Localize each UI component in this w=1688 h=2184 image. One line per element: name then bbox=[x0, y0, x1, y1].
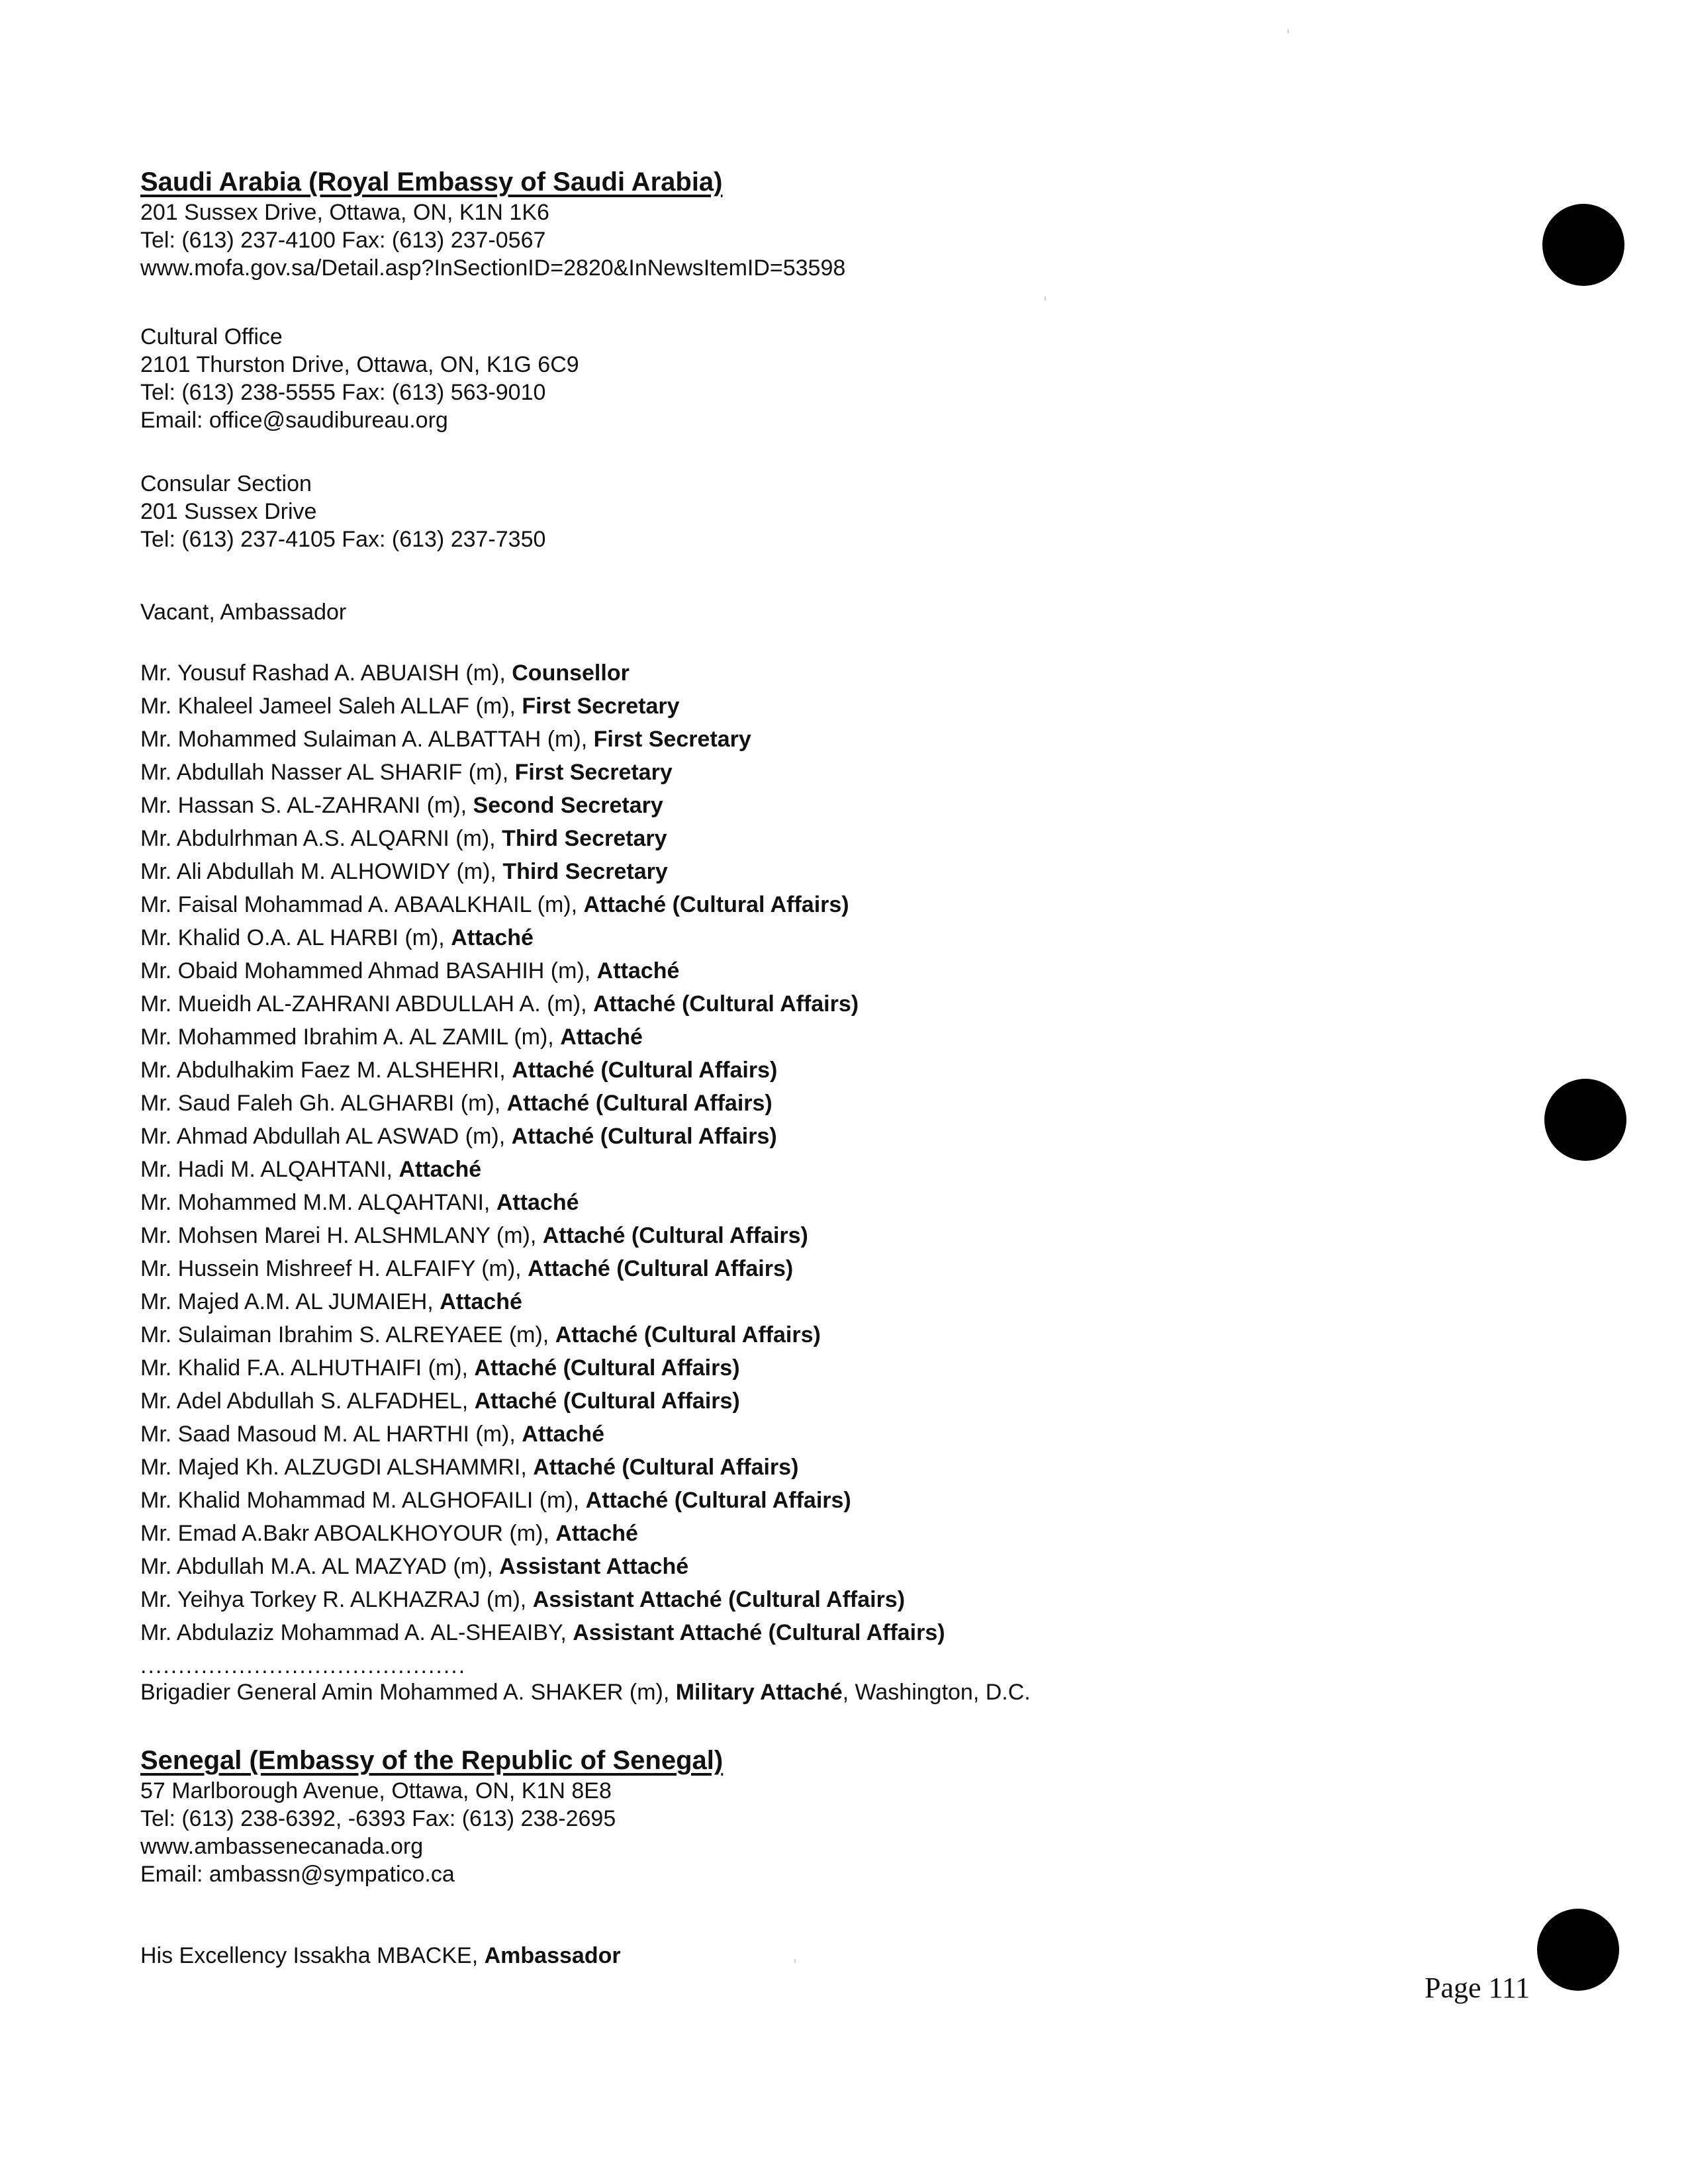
staff-title: First Secretary bbox=[514, 760, 673, 785]
staff-row bbox=[140, 888, 1398, 921]
staff-title: Attaché bbox=[596, 958, 680, 983]
staff-name: Mr. Adel Abdullah S. ALFADHEL, bbox=[140, 1388, 475, 1414]
staff-name: Mr. Saud Faleh Gh. ALGHARBI (m), bbox=[140, 1091, 507, 1116]
senegal-tel: Tel: (613) 238-6392, -6393 Fax: (613) 238-2695 bbox=[140, 1806, 616, 1831]
staff-title: Attaché (Cultural Affairs) bbox=[555, 1322, 821, 1347]
staff-name: Mr. Khaleel Jameel Saleh ALLAF (m), bbox=[140, 694, 522, 719]
staff-name: Mr. Ali Abdullah M. ALHOWIDY (m), bbox=[140, 859, 503, 884]
staff-row bbox=[140, 1054, 1398, 1087]
staff-title: Counsellor bbox=[512, 660, 630, 686]
cultural-tel: Tel: (613) 238-5555 Fax: (613) 563-9010 bbox=[140, 380, 546, 405]
military-name: Brigadier General Amin Mohammed A. SHAKER (m), bbox=[140, 1680, 676, 1705]
scan-speck bbox=[1288, 29, 1289, 33]
staff-row bbox=[140, 1418, 1398, 1451]
separator-dots: ........................................... bbox=[140, 1653, 467, 1678]
staff-row bbox=[140, 1285, 1398, 1318]
staff-title: Attaché bbox=[555, 1521, 638, 1546]
staff-row bbox=[140, 987, 1398, 1021]
staff-name: Mr. Obaid Mohammed Ahmad BASAHIH (m), bbox=[140, 958, 597, 983]
staff-name: Mr. Yeihya Torkey R. ALKHAZRAJ (m), bbox=[140, 1587, 533, 1612]
staff-row bbox=[140, 1318, 1398, 1351]
staff-name: Mr. Yousuf Rashad A. ABUAISH (m), bbox=[140, 660, 512, 686]
senegal-ambassador-title: Ambassador bbox=[484, 1943, 621, 1968]
staff-title: Third Secretary bbox=[502, 859, 668, 884]
staff-name: Mr. Sulaiman Ibrahim S. ALREYAEE (m), bbox=[140, 1322, 555, 1347]
military-title: Military Attaché bbox=[675, 1680, 843, 1705]
staff-row bbox=[140, 921, 1398, 954]
staff-name: Mr. Saad Masoud M. AL HARTHI (m), bbox=[140, 1422, 522, 1447]
staff-name: Mr. Mohammed Ibrahim A. AL ZAMIL (m), bbox=[140, 1024, 561, 1050]
staff-row bbox=[140, 1583, 1398, 1616]
staff-title: Attaché (Cultural Affairs) bbox=[528, 1256, 794, 1281]
saudi-section bbox=[140, 165, 1398, 282]
staff-name: Mr. Hussein Mishreef H. ALFAIFY (m), bbox=[140, 1256, 528, 1281]
staff-name: Mr. Khalid Mohammad M. ALGHOFAILI (m), bbox=[140, 1488, 586, 1513]
staff-row bbox=[140, 1550, 1398, 1583]
scan-speck bbox=[1045, 296, 1046, 300]
staff-row bbox=[140, 954, 1398, 987]
senegal-ambassador-line bbox=[140, 1939, 1398, 1972]
staff-title: Attaché bbox=[496, 1190, 579, 1215]
page-number: Page 111 bbox=[1425, 1972, 1530, 2004]
staff-row bbox=[140, 1351, 1398, 1385]
staff-name: Mr. Emad A.Bakr ABOALKHOYOUR (m), bbox=[140, 1521, 556, 1546]
saudi-web: www.mofa.gov.sa/Detail.asp?InSectionID=2820&InNewsItemID=53598 bbox=[140, 255, 846, 281]
saudi-consular-section bbox=[140, 470, 1398, 553]
staff-row bbox=[140, 723, 1398, 756]
consular-tel: Tel: (613) 237-4105 Fax: (613) 237-7350 bbox=[140, 527, 546, 552]
staff-row bbox=[140, 657, 1398, 690]
saudi-heading: Saudi Arabia (Royal Embassy of Saudi Arabia) bbox=[140, 167, 723, 197]
staff-title: Attaché bbox=[560, 1024, 643, 1050]
staff-row bbox=[140, 822, 1398, 855]
staff-title: Attaché (Cultural Affairs) bbox=[592, 991, 859, 1017]
staff-title: Attaché bbox=[522, 1422, 604, 1447]
staff-name: Mr. Abdulrhman A.S. ALQARNI (m), bbox=[140, 826, 502, 851]
scan-speck bbox=[794, 1959, 796, 1963]
staff-row bbox=[140, 1186, 1398, 1219]
staff-title: Attaché (Cultural Affairs) bbox=[474, 1388, 740, 1414]
staff-title: Attaché bbox=[440, 1289, 522, 1314]
consular-address: 201 Sussex Drive bbox=[140, 499, 317, 524]
staff-row bbox=[140, 1021, 1398, 1054]
staff-row bbox=[140, 1616, 1398, 1649]
staff-name: Mr. Faisal Mohammad A. ABAALKHAIL (m), bbox=[140, 892, 584, 917]
staff-name: Mr. Abdullah Nasser AL SHARIF (m), bbox=[140, 760, 515, 785]
cultural-title: Cultural Office bbox=[140, 324, 283, 349]
senegal-section bbox=[140, 1744, 1398, 1888]
ambassador-line: Vacant, Ambassador bbox=[140, 600, 347, 625]
staff-title: First Secretary bbox=[593, 727, 751, 752]
senegal-address: 57 Marlborough Avenue, Ottawa, ON, K1N 8E8 bbox=[140, 1778, 612, 1803]
staff-name: Mr. Hassan S. AL-ZAHRANI (m), bbox=[140, 793, 473, 818]
staff-title: Attaché (Cultural Affairs) bbox=[506, 1091, 773, 1116]
staff-row bbox=[140, 1120, 1398, 1153]
staff-title: Attaché (Cultural Affairs) bbox=[542, 1223, 808, 1248]
staff-row bbox=[140, 1484, 1398, 1517]
staff-row bbox=[140, 1219, 1398, 1252]
senegal-heading: Senegal (Embassy of the Republic of Senegal) bbox=[140, 1746, 724, 1775]
cultural-email: Email: office@saudibureau.org bbox=[140, 408, 448, 433]
staff-name: Mr. Abdullah M.A. AL MAZYAD (m), bbox=[140, 1554, 500, 1579]
staff-name: Mr. Abdulaziz Mohammad A. AL-SHEAIBY, bbox=[140, 1620, 573, 1645]
saudi-staff-list bbox=[140, 657, 1398, 1709]
staff-title: Attaché (Cultural Affairs) bbox=[474, 1355, 740, 1381]
staff-title: First Secretary bbox=[522, 694, 680, 719]
saudi-cultural-office bbox=[140, 323, 1398, 434]
punch-hole-bottom bbox=[1537, 1909, 1619, 1991]
military-attache bbox=[140, 1676, 1398, 1709]
staff-row bbox=[140, 1252, 1398, 1285]
staff-name: Mr. Majed A.M. AL JUMAIEH, bbox=[140, 1289, 440, 1314]
staff-name: Mr. Hadi M. ALQAHTANI, bbox=[140, 1157, 399, 1182]
staff-row bbox=[140, 1153, 1398, 1186]
staff-name: Mr. Abdulhakim Faez M. ALSHEHRI, bbox=[140, 1058, 512, 1083]
staff-title: Assistant Attaché (Cultural Affairs) bbox=[573, 1620, 945, 1645]
punch-hole-top bbox=[1542, 204, 1624, 286]
staff-name: Mr. Khalid F.A. ALHUTHAIFI (m), bbox=[140, 1355, 475, 1381]
staff-name: Mr. Mueidh AL-ZAHRANI ABDULLAH A. (m), bbox=[140, 991, 593, 1017]
staff-title: Attaché bbox=[399, 1157, 482, 1182]
saudi-address: 201 Sussex Drive, Ottawa, ON, K1N 1K6 bbox=[140, 200, 549, 225]
staff-row bbox=[140, 789, 1398, 822]
staff-title: Assistant Attaché (Cultural Affairs) bbox=[532, 1587, 906, 1612]
staff-title: Attaché (Cultural Affairs) bbox=[583, 892, 849, 917]
staff-row bbox=[140, 855, 1398, 888]
staff-title: Attaché (Cultural Affairs) bbox=[512, 1058, 778, 1083]
senegal-email: Email: ambassn@sympatico.ca bbox=[140, 1862, 455, 1887]
staff-title: Attaché (Cultural Affairs) bbox=[585, 1488, 851, 1513]
staff-row bbox=[140, 1087, 1398, 1120]
staff-row bbox=[140, 1451, 1398, 1484]
staff-name: Mr. Mohammed Sulaiman A. ALBATTAH (m), bbox=[140, 727, 594, 752]
staff-name: Mr. Majed Kh. ALZUGDI ALSHAMMRI, bbox=[140, 1455, 534, 1480]
punch-hole-middle bbox=[1544, 1079, 1626, 1161]
staff-name: Mr. Khalid O.A. AL HARBI (m), bbox=[140, 925, 451, 950]
staff-name: Mr. Ahmad Abdullah AL ASWAD (m), bbox=[140, 1124, 512, 1149]
staff-title: Attaché bbox=[451, 925, 534, 950]
staff-row bbox=[140, 1517, 1398, 1550]
consular-title: Consular Section bbox=[140, 471, 312, 496]
staff-name: Mr. Mohammed M.M. ALQAHTANI, bbox=[140, 1190, 496, 1215]
senegal-web: www.ambassenecanada.org bbox=[140, 1834, 424, 1859]
staff-title: Attaché (Cultural Affairs) bbox=[511, 1124, 777, 1149]
staff-title: Attaché (Cultural Affairs) bbox=[533, 1455, 799, 1480]
staff-title: Third Secretary bbox=[502, 826, 667, 851]
staff-title: Second Secretary bbox=[473, 793, 663, 818]
senegal-ambassador-name: His Excellency Issakha MBACKE, bbox=[140, 1943, 485, 1968]
staff-name: Mr. Mohsen Marei H. ALSHMLANY (m), bbox=[140, 1223, 543, 1248]
staff-row bbox=[140, 1385, 1398, 1418]
saudi-tel: Tel: (613) 237-4100 Fax: (613) 237-0567 bbox=[140, 228, 546, 253]
staff-row bbox=[140, 690, 1398, 723]
cultural-address: 2101 Thurston Drive, Ottawa, ON, K1G 6C9 bbox=[140, 352, 579, 377]
staff-title: Assistant Attaché bbox=[499, 1554, 689, 1579]
military-suffix: , Washington, D.C. bbox=[842, 1680, 1031, 1705]
staff-row bbox=[140, 756, 1398, 789]
saudi-ambassador bbox=[140, 598, 1398, 626]
senegal-ambassador bbox=[140, 1939, 1398, 1972]
